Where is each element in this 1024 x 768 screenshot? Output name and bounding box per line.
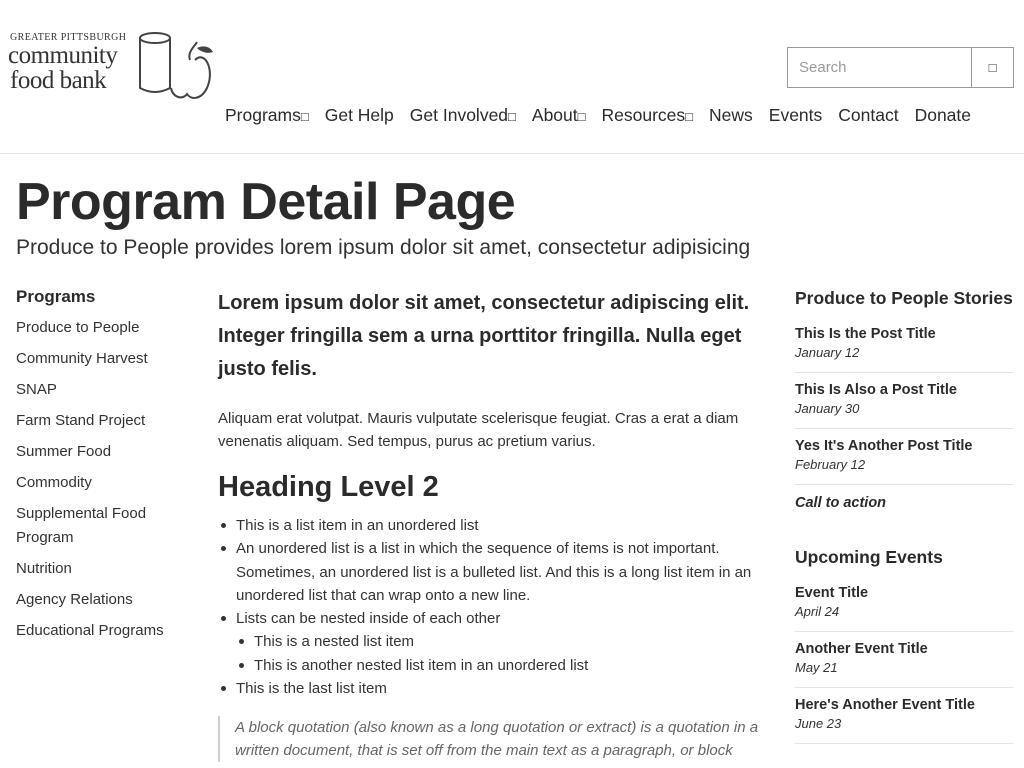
post-title[interactable]: This Is the Post Title [795,326,936,342]
sidebar-item-farm-stand-project[interactable]: Farm Stand Project [16,412,146,429]
event-date: May 21 [795,660,838,675]
event-date: April 24 [795,604,840,619]
event-item[interactable] [795,632,1013,688]
post-date: January 30 [795,401,860,416]
nav-label: Contact [838,105,899,125]
nav-item-news[interactable] [709,105,753,129]
event-title[interactable]: Event Title [795,585,869,601]
sidebar-item-commodity[interactable]: Commodity [16,474,92,491]
event-title[interactable]: Another Event Title [795,641,928,657]
nav-item-donate[interactable] [915,105,971,129]
list-item: This is a list item in an unordered list [218,514,774,537]
search-box [787,47,1014,88]
sidebar-item-nutrition[interactable]: Nutrition [16,560,72,577]
event-item[interactable] [795,688,1013,744]
nav-label: Events [768,105,823,125]
nav-label: Donate [914,105,972,125]
page-subtitle: Produce to People provides lorem ipsum dolor sit amet, consectetur adipisicing [16,236,751,259]
nested-list-item: This is a nested list item [236,630,774,653]
right-sidebar [795,287,1013,744]
event-item[interactable] [795,568,1013,632]
main-nav [225,105,971,129]
sidebar-item-produce-to-people[interactable]: Produce to People [16,319,140,336]
nav-label: News [709,105,753,125]
heading-level-2: Heading Level 2 [218,471,439,503]
chevron-down-icon: □ [685,109,693,124]
can-apple-icon [135,30,215,106]
chevron-down-icon: □ [300,109,309,124]
list-item: This is the last list item [218,677,774,700]
sidebar-item-supplemental-food-program[interactable]: Supplemental Food Program [16,505,147,546]
logo-line-2: food bank [10,67,107,94]
call-to-action-link[interactable]: Call to action [795,495,887,511]
list-item-text: Lists can be nested inside of each other [236,610,501,628]
post-item[interactable] [795,429,1013,485]
search-button[interactable]: □ [971,48,1013,87]
nav-label: Programs [225,105,301,125]
nav-item-about[interactable] [532,105,586,129]
sidebar-item-agency-relations[interactable]: Agency Relations [16,591,133,608]
chevron-down-icon: □ [508,109,516,124]
nav-label: Get Help [324,105,394,125]
event-date: June 23 [795,716,842,731]
logo-tagline: GREATER PITTSBURGH [10,32,127,43]
nav-label: About [531,105,578,125]
nav-label: Get Involved [409,105,509,125]
nav-label: Resources [601,105,686,125]
list-item [218,607,774,677]
post-item[interactable] [795,373,1013,429]
page-title: Program Detail Page [16,173,516,231]
event-title[interactable]: Here's Another Event Title [795,697,975,713]
body-paragraph: Aliquam erat volutpat. Mauris vulputate scelerisque feugiat. Cras a erat a diam venenatis aliquam. Sed tempus, purus ac pretium varius. [218,410,739,450]
nav-item-events[interactable] [769,105,823,129]
sidebar-item-educational-programs[interactable]: Educational Programs [16,622,164,639]
block-quote: A block quotation (also known as a long quotation or extract) is a quotation in a written document, that is set off from the main text as a paragraph, or block [218,716,774,762]
lead-paragraph: Lorem ipsum dolor sit amet, consectetur adipiscing elit. Integer fringilla sem a urna porttitor fringilla. Nulla eget justo felis. [218,292,750,380]
main-content [218,287,774,762]
nav-item-resources[interactable] [601,105,693,129]
list-item: An unordered list is a list in which the sequence of items is not important. Sometimes, an unordered list is a bulleted list. And this is a long list item in an unordered list that can wrap onto a new line. [218,537,774,607]
post-title[interactable]: This Is Also a Post Title [795,382,957,398]
stories-heading: Produce to People Stories [795,288,1013,308]
logo-line-1: community [8,42,118,69]
search-input[interactable] [788,48,971,87]
sidebar-item-snap[interactable]: SNAP [16,381,57,398]
post-item[interactable] [795,309,1013,373]
post-date: February 12 [795,457,866,472]
sidebar-item-summer-food[interactable]: Summer Food [16,443,112,460]
nested-list [236,630,774,677]
unordered-list [218,514,774,700]
sidebar-item-community-harvest[interactable]: Community Harvest [16,350,148,367]
nav-item-contact[interactable] [838,105,898,129]
nested-list-item: This is another nested list item in an unordered list [236,654,774,677]
nav-item-get-help[interactable] [325,105,394,129]
program-sidebar [16,287,201,650]
post-title[interactable]: Yes It's Another Post Title [795,438,973,454]
post-date: January 12 [795,345,860,360]
chevron-down-icon: □ [577,109,586,124]
site-logo[interactable] [8,30,213,106]
nav-item-programs[interactable] [225,105,309,129]
nav-item-get-involved[interactable] [410,105,516,129]
events-heading: Upcoming Events [795,547,943,567]
site-header [0,0,1024,154]
sidebar-heading: Programs [16,287,96,306]
